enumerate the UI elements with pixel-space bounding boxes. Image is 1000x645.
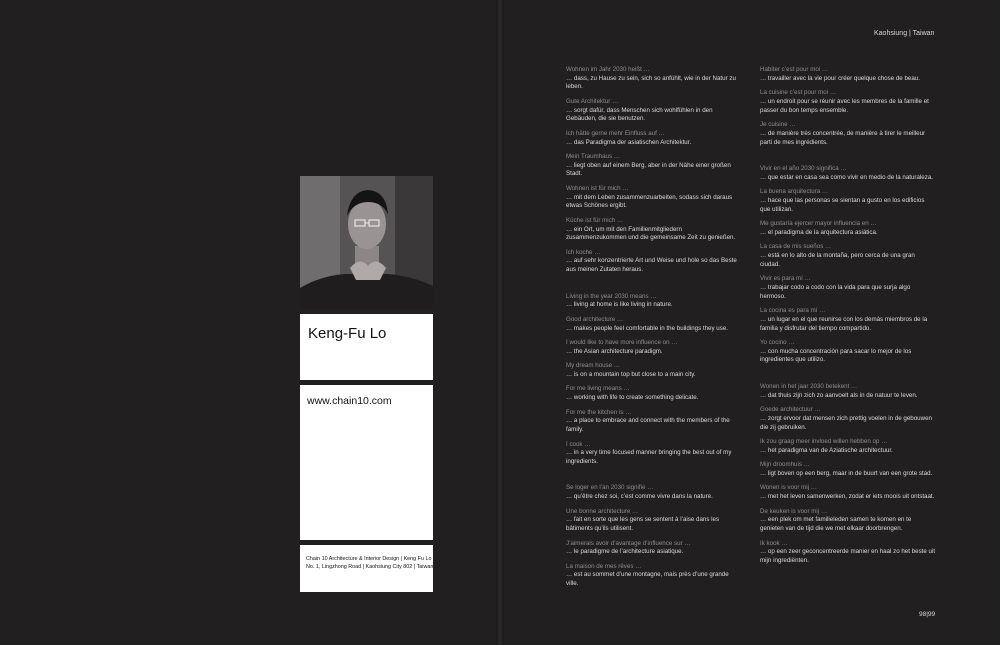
qa-entry (566, 316, 742, 333)
question-text: La cuisine c’est pour moi … (760, 89, 837, 97)
qa-entry (760, 339, 936, 365)
qa-entry (760, 89, 936, 115)
question-text: La buena arquitectura … (760, 188, 829, 196)
answer-text: … zorgt ervoor dat mensen zich prettig voelen in de gebouwen die zij gebruiken. (760, 414, 932, 431)
question-text: Ik zou graag meer invloed willen hebben op … (760, 438, 888, 446)
answer-text: … living at home is like living in nature. (566, 301, 673, 309)
question-text: La casa de mis sueños … (760, 243, 832, 251)
qa-entry (566, 249, 742, 275)
answer-text: … qu’être chez soi, c’est comme vivre dans la nature. (566, 493, 713, 501)
qa-entry (566, 508, 742, 534)
question-text: For me living means … (566, 385, 630, 393)
answer-text: … que estar en casa sea como vivir en medio de la naturaleza. (760, 173, 933, 181)
answer-text: … dat thuis zijn zich zo aanvoelt als in de natuur te leven. (760, 391, 918, 399)
question-text: Se loger en l’an 2030 signifie … (566, 484, 654, 492)
qa-entry (566, 98, 742, 124)
answer-text: … auf sehr konzentrierte Art und Weise und hole so das Beste aus meinen Zutaten heraus. (566, 257, 737, 274)
qa-entry (760, 461, 936, 478)
page-numbers: 98|99 (919, 611, 936, 618)
question-text: I cook … (566, 440, 591, 448)
website-card (300, 385, 433, 540)
question-text: Je cuisine … (760, 121, 796, 129)
question-text: La maison de mes rêves … (566, 562, 642, 570)
person-name: Keng-Fu Lo (308, 325, 387, 342)
answer-text: … a place to embrace and connect with the members of the family. (566, 417, 730, 434)
qa-entry (760, 188, 936, 214)
question-text: Ich koche … (566, 248, 601, 256)
answer-text: … le paradigme de l’architecture asiatique. (566, 548, 684, 556)
qa-entry (566, 293, 742, 310)
location-label: Kaohsiung | Taiwan (874, 30, 935, 37)
section-gap (566, 472, 742, 484)
question-text: Habiter c’est pour moi … (760, 66, 829, 73)
question-text: For me the kitchen is … (566, 408, 632, 416)
portrait-photo (300, 176, 433, 309)
qa-entry (760, 540, 936, 566)
question-text: Une bonne architecture … (566, 507, 639, 515)
answer-text: … een plek om met familieleden samen te komen en te genieten van de tijd die we met elkaar doorbrengen. (760, 516, 912, 533)
answer-text: … de manière très concentrée, de manière à tirer le meilleur parti de mes ingrédients. (760, 129, 926, 146)
question-text: Gute Architektur … (566, 97, 619, 105)
question-text: Mein Traumhaus … (566, 153, 620, 161)
qa-entry (566, 563, 742, 589)
question-text: Wohnen ist für mich … (566, 184, 629, 192)
answer-text: … sorgt dafür, dass Menschen sich wohlfühlen in den Gebäuden, die sie benutzen. (566, 106, 713, 123)
spine-gutter (496, 0, 504, 645)
answer-text: … trabajar codo a codo con la vida para que surja algo hermoso. (760, 283, 911, 300)
answer-text: … is on a mountain top but close to a main city. (566, 370, 696, 378)
section-gap (760, 371, 936, 383)
website-link[interactable]: www.chain10.com (307, 395, 392, 407)
answer-text: … est au sommet d’une montagne, mais près d’une grande ville. (566, 571, 729, 588)
answer-text: … das Paradigma der asiatischen Architektur. (566, 138, 692, 146)
qa-entry (566, 484, 742, 501)
answer-text: … ligt boven op een berg, maar in de buurt van een grote stad. (760, 469, 933, 477)
address-text (306, 555, 433, 571)
qa-entry (566, 540, 742, 557)
question-text: I would like to have more influence on … (566, 339, 678, 347)
address-line-2: No. 1, Lingzhong Road | Kaohsiung City 802 | Taiwan (306, 564, 434, 570)
question-text: Wonen is voor mij … (760, 484, 817, 492)
question-text: Mijn droomhuis … (760, 461, 810, 469)
answer-text: … the Asian architecture paradigm. (566, 347, 663, 355)
question-text: Vivir es para mí … (760, 275, 811, 283)
qa-entry (566, 362, 742, 379)
qa-entry (566, 409, 742, 435)
answer-text: … con mucha concentración para sacar lo mejor de los ingredientes que utilizo. (760, 347, 912, 364)
qa-entry (566, 130, 742, 147)
qa-entry (760, 220, 936, 237)
qa-entry (566, 441, 742, 467)
qa-entry (760, 307, 936, 333)
answer-text: … het paradigma van de Aziatische architectuur. (760, 446, 893, 454)
qa-entry (760, 243, 936, 269)
qa-entry (760, 66, 936, 83)
qa-entry (760, 275, 936, 301)
question-text: Ich hätte gerne mehr Einfluss auf … (566, 129, 665, 137)
address-line-1: Chain 10 Architecture & Interior Design | Keng Fu Lo (306, 556, 432, 562)
answer-text: … makes people feel comfortable in the buildings they use. (566, 324, 728, 332)
qa-entry (760, 121, 936, 147)
section-gap (566, 281, 742, 293)
answer-text: … working with life to create something delicate. (566, 394, 699, 402)
qa-entry (760, 406, 936, 432)
answer-text: … ein Ort, um mit den Familienmitgliedern zusammenzukommen und die gemeinsame Zeit zu genießen. (566, 225, 736, 242)
answer-text: … fait en sorte que les gens se sentent à l’aise dans les bâtiments qu’ils utilisent. (566, 516, 720, 533)
qa-column-2 (760, 66, 936, 571)
question-text: La cocina es para mí … (760, 307, 826, 315)
question-text: J’aimerais avoir d’avantage d’influence sur … (566, 539, 691, 547)
qa-entry (760, 484, 936, 501)
name-card (300, 314, 433, 380)
question-text: Me gustaría ejercer mayor influencia en … (760, 220, 877, 228)
answer-text: … un endroit pour se réunir avec les membres de la famille et passer du bon temps ensemble. (760, 97, 929, 114)
answer-text: … travailler avec la vie pour créer quelque chose de beau. (760, 74, 920, 82)
question-text: Wohnen im Jahr 2030 heißt … (566, 66, 650, 73)
question-text: De keuken is voor mij … (760, 507, 828, 515)
question-text: Goede architectuur … (760, 406, 821, 414)
answer-text: … dass, zu Hause zu sein, sich so anfühlt, wie in der Natur zu leben. (566, 74, 736, 91)
qa-entry (760, 508, 936, 534)
qa-entry (566, 385, 742, 402)
address-card (300, 545, 433, 592)
question-text: Good architecture … (566, 315, 624, 323)
qa-entry (760, 438, 936, 455)
qa-entry (566, 185, 742, 211)
qa-entry (760, 165, 936, 182)
answer-text: … está en lo alto de la montaña, pero cerca de una gran ciudad. (760, 252, 915, 268)
answer-text: … op een zeer geconcentreerde manier en haal zo het beste uit mijn ingrediënten. (760, 548, 936, 564)
answer-text: … met het leven samenwerken, zodat er iets moois uit ontstaat. (760, 493, 935, 501)
question-text: Wonen in het jaar 2030 betekent … (760, 382, 858, 390)
question-text: Ik kook … (760, 539, 788, 547)
qa-column-1 (566, 66, 742, 595)
question-text: Vivir en el año 2030 significa … (760, 165, 847, 173)
answer-text: … un lugar en el que reunirse con los demás miembros de la familia y disfrutar del tiempo compartido. (760, 315, 928, 332)
qa-entry (566, 66, 742, 92)
section-gap (760, 153, 936, 165)
question-text: Yo cocino … (760, 339, 795, 347)
answer-text: … liegt oben auf einem Berg, aber in der Nähe einer großen Stadt. (566, 161, 731, 178)
answer-text: … el paradigma de la arquitectura asiática. (760, 228, 878, 236)
question-text: Living in the year 2030 means … (566, 292, 657, 300)
answer-text: … hace que las personas se sientan a gusto en los edificios que utilizan. (760, 196, 925, 213)
question-text: My dream house … (566, 362, 620, 370)
answer-text: … in a very time focused manner bringing the best out of my ingredients. (566, 449, 732, 465)
answer-text: … mit dem Leben zusammenzuarbeiten, sodass sich daraus etwas Schönes ergibt. (566, 193, 733, 210)
qa-entry (566, 217, 742, 243)
question-text: Küche ist für mich … (566, 216, 624, 224)
qa-entry (566, 339, 742, 356)
qa-entry (760, 383, 936, 400)
qa-entry (566, 153, 742, 179)
